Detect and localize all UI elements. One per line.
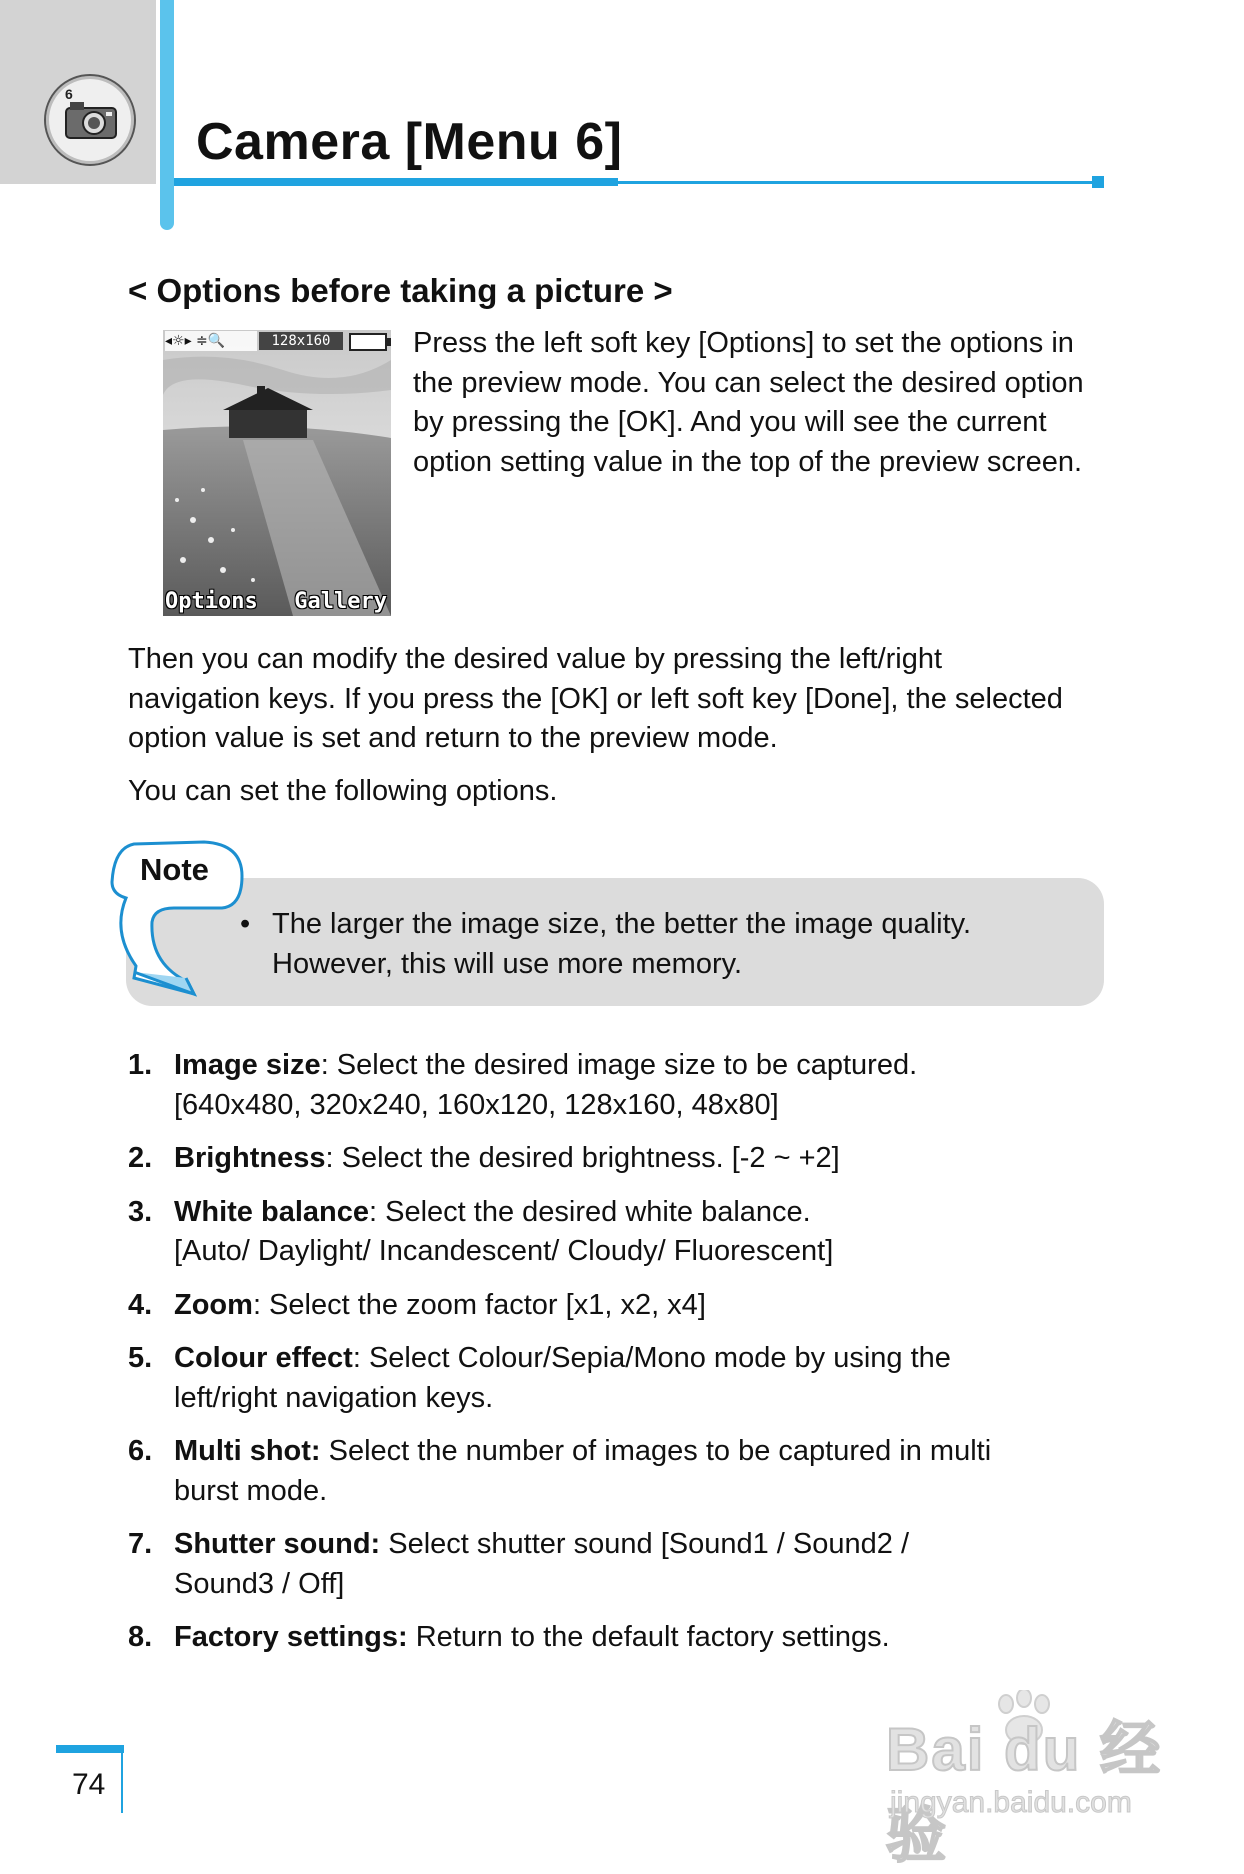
camera-icon [64,98,118,142]
option-term: White balance [174,1195,369,1228]
preview-photo [163,330,391,616]
watermark-url: jingyan.baidu.com [890,1786,1132,1819]
option-term: Colour effect [174,1342,353,1374]
note-line-2: However, this will use more memory. [272,948,743,980]
intro-paragraph: Press the left soft key [Options] to set the options in the preview mode. You can select the desired option by pressing the [OK]. And you will see the current option setting value in the top of the preview screen. [413,327,1084,478]
note-label: Note [140,852,209,887]
title-underline-end [1092,176,1104,188]
list-item: 2. Brightness: Select the desired brightness. [-2 ~ +2] [128,1142,840,1174]
menu-badge [44,74,136,166]
modify-paragraph: Then you can modify the desired value by pressing the left/right navigation keys. If you press the [OK] or left soft key [Done], the selected option value is set and return to the preview mode. [128,643,1063,754]
menu-number: 6 [65,86,73,102]
watermark-brand: Bai du 经验 [886,1716,1163,1869]
page-title: Camera [Menu 6] [196,113,623,171]
list-item: 6. Multi shot: Select the number of images to be captured in multi burst mode. [128,1435,992,1507]
option-term: Shutter sound: [174,1528,381,1560]
page-number-bar [56,1745,124,1753]
page-number: 74 [72,1768,106,1801]
softkey-options: Options [165,589,258,614]
option-term: Factory settings: [174,1621,408,1653]
options-intro-paragraph: You can set the following options. [128,775,558,807]
list-item: 7. Shutter sound: Select shutter sound [Sound1 / Sound2 / Sound3 / Off] [128,1528,910,1600]
camera-preview-screen [163,330,391,616]
option-term: Multi shot: [174,1435,321,1467]
list-item: 5. Colour effect: Select Colour/Sepia/Mono mode by using the left/right navigation keys. [128,1342,951,1414]
section-heading: < Options before taking a picture > [128,272,673,309]
note-text [240,904,1080,984]
page-number-line [121,1753,123,1813]
list-item: 8. Factory settings: Return to the default factory settings. [128,1621,890,1653]
list-item: 1. Image size: Select the desired image size to be captured. [640x480, 320x240, 160x120, 128x160, 48x80] [128,1049,918,1121]
title-underline-thick [174,178,618,186]
option-term: Zoom [174,1288,253,1321]
note-bullet: • [240,908,251,940]
battery-icon [349,333,387,351]
preview-resolution: 128x160 [259,332,343,350]
list-item: 4. Zoom: Select the zoom factor [x1, x2, x4] [128,1288,706,1321]
option-term: Brightness [174,1142,326,1174]
title-underline-thin [618,181,1092,184]
list-item: 3. White balance: Select the desired white balance. [Auto/ Daylight/ Incandescent/ Cloudy/ Fluorescent] [128,1195,834,1267]
option-term: Image size [174,1049,321,1081]
options-list [128,1046,1118,1672]
preview-status-icons: ◂☼▸ ≑🔍 [165,331,257,351]
watermark [886,1690,1176,1869]
note-line-1: The larger the image size, the better the image quality. [272,908,972,940]
softkey-gallery: Gallery [294,589,387,614]
header-vertical-bar [160,0,174,230]
